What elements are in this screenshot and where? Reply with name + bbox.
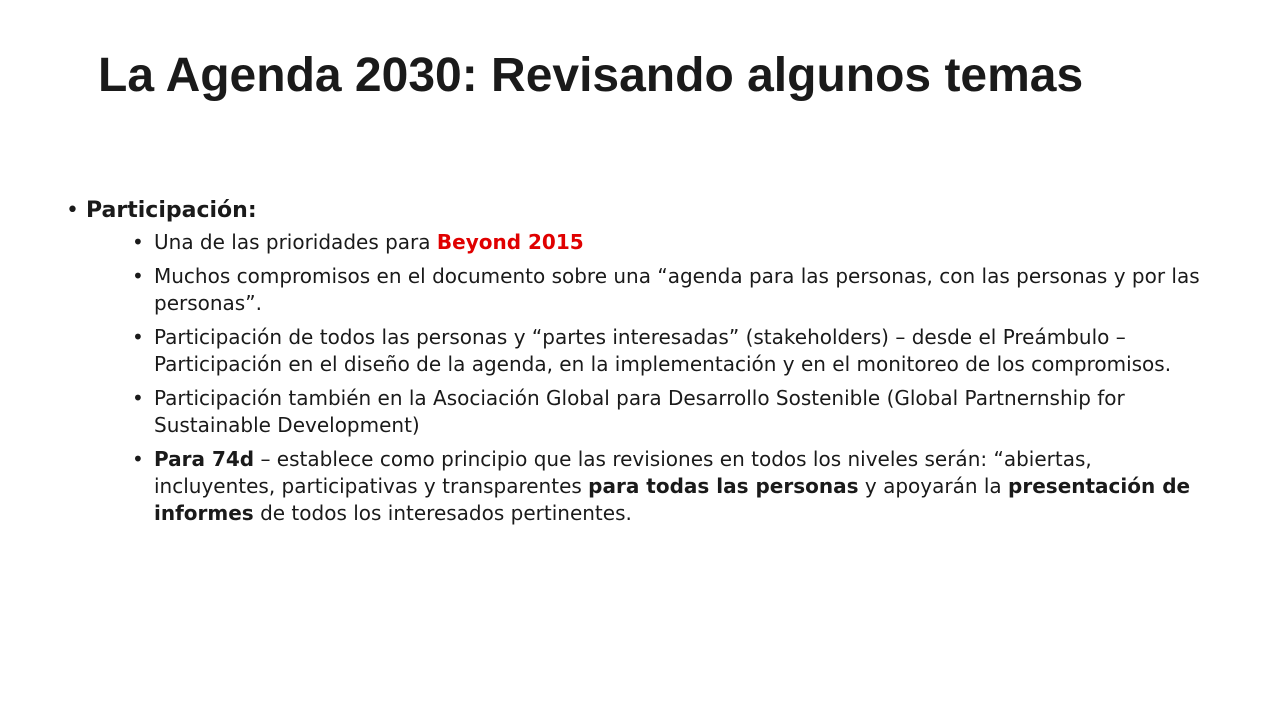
list-item <box>132 324 1206 378</box>
list-item <box>132 229 1206 256</box>
item-text: de todos los interesados pertinentes. <box>253 501 632 525</box>
bullet-icon: • <box>132 386 144 410</box>
sub-bullet-list <box>86 229 1206 527</box>
bullet-icon: • <box>132 264 144 288</box>
highlight-text: Beyond 2015 <box>436 230 584 254</box>
bullet-icon: • <box>132 447 144 471</box>
section-heading: Participación: <box>86 198 257 223</box>
list-item-participacion <box>66 195 1206 527</box>
slide-content <box>66 195 1206 534</box>
item-text: Muchos compromisos en el documento sobre una “agenda para las personas, con las personas y por las personas”. <box>154 264 1200 315</box>
slide-title: La Agenda 2030: Revisando algunos temas <box>98 49 1084 102</box>
list-item <box>132 263 1206 317</box>
item-text: y apoyarán la <box>858 474 1009 498</box>
bold-text: Para 74d <box>154 447 255 471</box>
bullet-icon: • <box>66 198 79 223</box>
item-text: Una de las prioridades para <box>154 230 437 254</box>
bold-text: para todas las personas <box>588 474 859 498</box>
item-text: – establece como principio que las revisiones en todos los niveles serán: “abiertas, incluyentes, participativas y transparentes <box>154 447 1092 498</box>
bold-text: presentación de informes <box>154 474 1191 525</box>
item-text: Participación de todos las personas y “partes interesadas” (stakeholders) – desde el Preámbulo – Participación en el diseño de la agenda, en la implementación y en el monitoreo de los compromisos. <box>154 325 1172 376</box>
bullet-icon: • <box>132 230 144 254</box>
list-item <box>132 385 1206 439</box>
bullet-icon: • <box>132 325 144 349</box>
item-text: Participación también en la Asociación Global para Desarrollo Sostenible (Global Partnernship for Sustainable Development) <box>154 386 1125 437</box>
bullet-list <box>66 195 1206 527</box>
list-item <box>132 446 1206 527</box>
